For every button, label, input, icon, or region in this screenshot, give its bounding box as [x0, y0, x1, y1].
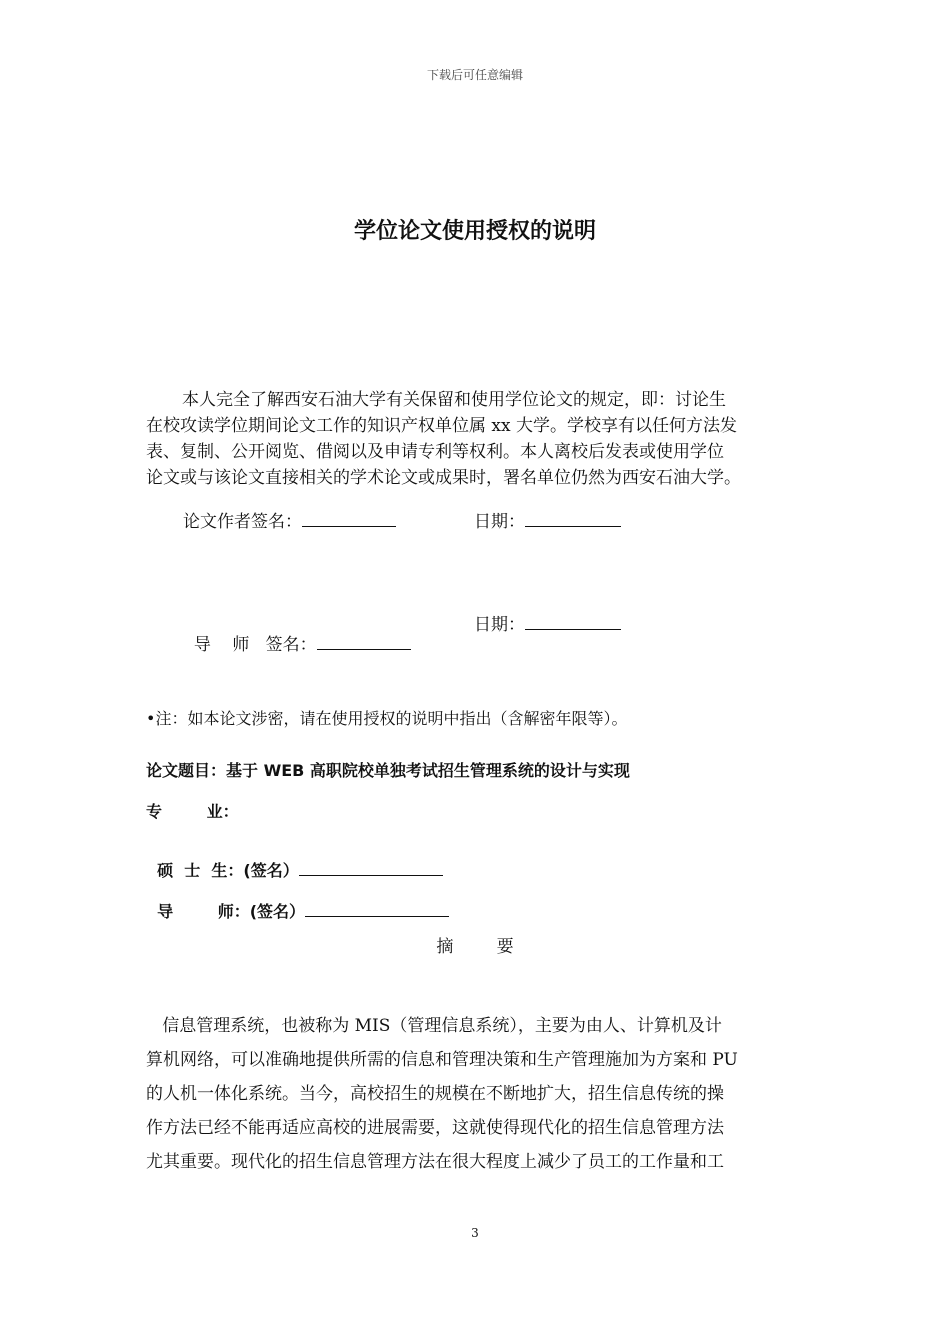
abstract-line: 的人机一体化系统。当今，高校招生的规模在不断地扩大，招生信息传统的操 — [146, 1084, 724, 1104]
page-title: 学位论文使用授权的说明 — [353, 219, 596, 244]
author-signature-row — [183, 507, 396, 532]
master-signature-line[interactable] — [299, 859, 443, 876]
thesis-advisor-signature-line[interactable] — [305, 900, 449, 917]
abstract-line: 作方法已经不能再适应高校的进展需要，这就使得现代化的招生信息管理方法 — [146, 1118, 724, 1138]
advisor-signature-row — [183, 610, 411, 655]
page-header: 下载后可任意编辑 — [426, 68, 523, 82]
advisor-date-row — [474, 610, 621, 635]
abstract-line: 信息管理系统，也被称为 MIS（管理信息系统），主要为由人、计算机及计 — [146, 1016, 722, 1036]
author-date-label: 日期： — [474, 512, 525, 532]
author-date-line[interactable] — [525, 510, 621, 527]
master-signature-label: 硕 士 生：(签名） — [157, 861, 299, 880]
declaration-line: 表、复制、公开阅览、借阅以及申请专利等权利。本人离校后发表或使用学位 — [146, 442, 724, 462]
author-signature-line[interactable] — [302, 510, 396, 527]
thesis-advisor-signature-label: 导 师：(签名） — [157, 902, 306, 921]
thesis-topic: 论文题目：基于 WEB 高职院校单独考试招生管理系统的设计与实现 — [146, 761, 630, 780]
master-signature-row — [146, 839, 443, 881]
thesis-major: 专 业： — [146, 802, 239, 821]
author-signature-label: 论文作者签名： — [183, 512, 302, 532]
declaration-paragraph — [146, 387, 806, 491]
thesis-advisor-signature-row — [146, 880, 449, 922]
advisor-signature-line[interactable] — [317, 633, 411, 650]
abstract-body — [146, 1009, 806, 1179]
page-number: 3 — [471, 1226, 479, 1240]
abstract-heading: 摘 要 — [436, 937, 514, 957]
advisor-date-line[interactable] — [525, 613, 621, 630]
confidentiality-note: •注：如本论文涉密，请在使用授权的说明中指出（含解密年限等）。 — [146, 709, 628, 728]
declaration-line: 本人完全了解西安石油大学有关保留和使用学位论文的规定，即：讨论生 — [182, 390, 726, 410]
advisor-signature-label: 导 师 签名： — [193, 635, 317, 655]
author-date-row — [474, 507, 621, 532]
abstract-line: 算机网络，可以准确地提供所需的信息和管理决策和生产管理施加为方案和 PU — [146, 1050, 738, 1070]
declaration-line: 在校攻读学位期间论文工作的知识产权单位属 xx 大学。学校享有以任何方法发 — [146, 416, 737, 436]
advisor-date-label: 日期： — [474, 615, 525, 635]
declaration-line: 论文或与该论文直接相关的学术论文或成果时，署名单位仍然为西安石油大学。 — [146, 468, 741, 488]
abstract-line: 尤其重要。现代化的招生信息管理方法在很大程度上减少了员工的工作量和工 — [146, 1152, 724, 1172]
